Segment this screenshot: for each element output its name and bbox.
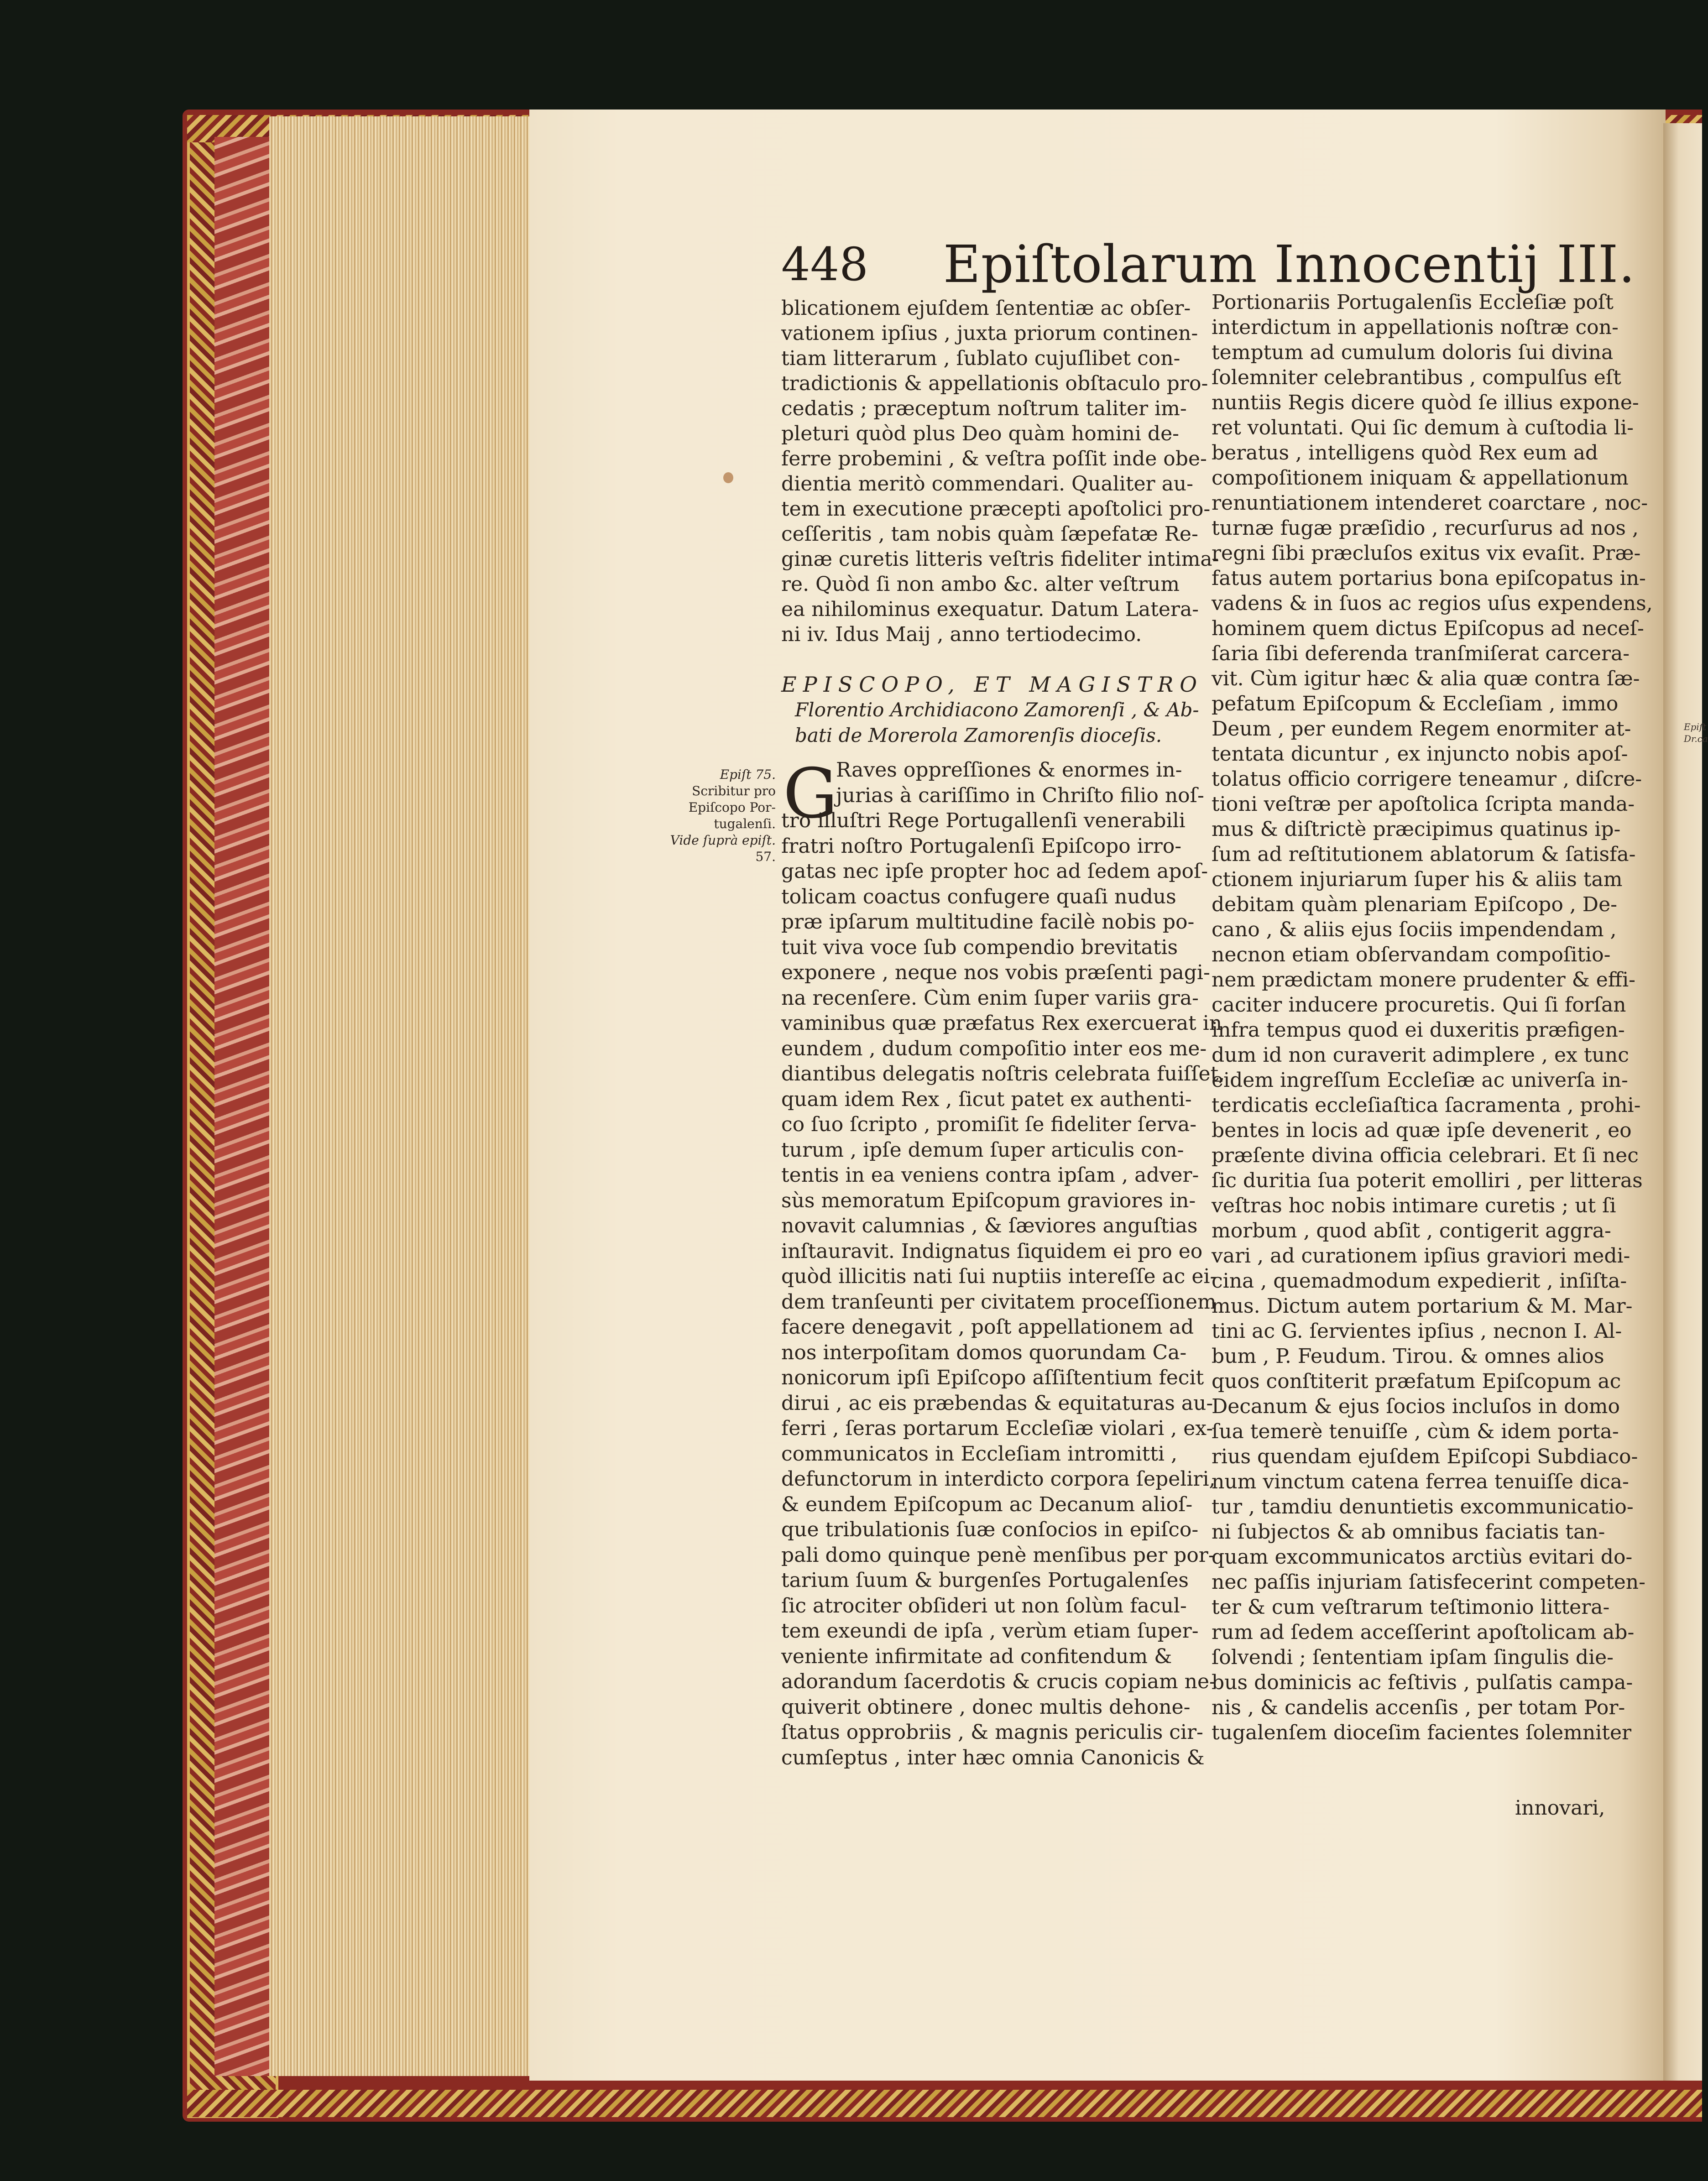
- text-line: bentes in locis ad quæ ipſe devenerit , eo: [1212, 1119, 1632, 1142]
- text-line: novavit calumnias , & ſæviores anguſtias: [781, 1214, 1198, 1237]
- text-line: tugalenſem dioceſim facientes ſolemniter: [1212, 1721, 1632, 1744]
- text-line: ſic duritia ſua poterit emolliri , per litteras: [1212, 1169, 1643, 1192]
- text-line: tem exeundi de ipſa , verùm etiam ſuper-: [781, 1619, 1199, 1643]
- text-line: tem in executione præcepti apoſtolici pro-: [781, 497, 1211, 521]
- right-column: [1212, 290, 1653, 1745]
- text-line: ſua temerè tenuiſſe , cùm & idem porta-: [1212, 1420, 1619, 1443]
- text-line: Decanum & ejus ſocios incluſos in domo: [1212, 1395, 1620, 1418]
- text-line: ſaria ſibi deferenda tranſmiſerat carcera-: [1212, 642, 1630, 665]
- running-title: Epiſtolarum Innocentij III.: [943, 235, 1635, 294]
- text-line: ni iv. Idus Maij , anno tertiodecimo.: [781, 623, 1142, 646]
- text-line: nonicorum ipſi Epiſcopo aſſiſtentium fecit: [781, 1366, 1204, 1389]
- text-line: Raves oppreſſiones & enormes in-: [836, 758, 1182, 782]
- text-line: quos conſtiterit præfatum Epiſcopum ac: [1212, 1370, 1621, 1393]
- text-line: vadens & in ſuos ac regios uſus expendens,: [1212, 592, 1653, 615]
- text-line: rum ad ſedem acceſſerint apoſtolicam ab-: [1212, 1621, 1635, 1644]
- text-line: pali domo quinque penè menſibus per por-: [781, 1543, 1215, 1567]
- text-line: defunctorum in interdicto corpora ſepeliri,: [781, 1467, 1216, 1491]
- text-line: præ ipſarum multitudine facilè nobis po-: [781, 910, 1195, 934]
- text-line: turnæ fugæ præſidio , recurſurus ad nos ,: [1212, 517, 1639, 540]
- margin-note-line: 57.: [755, 849, 776, 864]
- text-line: eundem , dudum compoſitio inter eos me-: [781, 1037, 1207, 1060]
- text-line: inſtauravit. Indignatus ſiquidem ei pro eo: [781, 1239, 1203, 1263]
- margin-note-line: Vide ſuprà epiſt.: [670, 833, 776, 848]
- text-line: regni ſibi præcluſos exitus vix evaſit. Præ-: [1212, 542, 1641, 565]
- text-line: nos interpoſitam domos quorundam Ca-: [781, 1341, 1187, 1364]
- text-line: diantibus delegatis noſtris celebrata fuiſſet,: [781, 1062, 1225, 1085]
- text-line: fatus autem portarius bona epiſcopatus in-: [1212, 567, 1646, 590]
- catchword: innovari,: [1515, 1796, 1605, 1820]
- text-line: mus & diſtrictè præcipimus quatinus ip-: [1212, 818, 1621, 841]
- text-line: num vinctum catena ferrea tenuiſſe dica-: [1212, 1470, 1629, 1493]
- page-stack-edge: [269, 116, 531, 2076]
- text-line: Portionariis Portugalenſis Eccleſiæ poſt: [1212, 291, 1614, 314]
- text-line: nec paſſis injuriam ſatisfecerint competen-: [1212, 1571, 1646, 1594]
- text-line: ſum ad reſtitutionem ablatorum & ſatisfa-: [1212, 843, 1636, 866]
- text-line: tarium ſuum & burgenſes Portugalenſes: [781, 1569, 1189, 1592]
- letter-heading-title: EPISCOPO, ET MAGISTRO: [781, 672, 1203, 697]
- text-line: dientia meritò commendari. Qualiter au-: [781, 472, 1194, 496]
- next-margin-line: Dr.ca: [1684, 733, 1708, 744]
- text-line: re. Quòd ſi non ambo &c. alter veſtrum: [781, 573, 1180, 596]
- text-line: ter & cum veſtrarum teſtimonio littera-: [1212, 1596, 1610, 1619]
- marbled-endpaper: [214, 137, 274, 2076]
- text-line: compoſitionem iniquam & appellationum: [1212, 466, 1629, 490]
- gilt-border-bottom: [187, 2090, 1702, 2117]
- letter-heading-line: bati de Morerola Zamorenſis dioceſis.: [795, 724, 1162, 746]
- text-line: bus dominicis ac feſtivis , pulſatis campa-: [1212, 1671, 1633, 1694]
- text-line: cano , & aliis ejus ſociis impendendam ,: [1212, 918, 1617, 941]
- text-line: tuit viva voce ſub compendio brevitatis: [781, 935, 1178, 959]
- text-line: necnon etiam obſervandam compoſitio-: [1212, 943, 1611, 966]
- text-line: tur , tamdiu denuntietis excommunicatio-: [1212, 1495, 1634, 1518]
- margin-note: [666, 767, 776, 865]
- text-line: & eundem Epiſcopum ac Decanum alioſ-: [781, 1492, 1193, 1516]
- text-line: interdictum in appellationis noſtræ con-: [1212, 316, 1619, 339]
- text-line: pefatum Epiſcopum & Eccleſiam , immo: [1212, 692, 1619, 715]
- text-line: caciter inducere procuretis. Qui ſi forſan: [1212, 993, 1626, 1017]
- text-line: co ſuo ſcripto , promiſit ſe fideliter ſerva-: [781, 1113, 1197, 1136]
- text-line: quiverit obtinere , donec multis dehone-: [781, 1695, 1191, 1719]
- text-line: vit. Cùm igitur hæc & alia quæ contra ſæ-: [1212, 667, 1640, 690]
- text-line: quòd illicitis nati ſui nuptiis intereſſe ac ei-: [781, 1265, 1217, 1288]
- text-line: ginæ curetis litteris veſtris fideliter intima-: [781, 548, 1219, 571]
- text-line: dem tranſeunti per civitatem proceſſionem: [781, 1290, 1217, 1314]
- text-line: tiam litterarum , ſublato cujuſlibet con-: [781, 347, 1180, 370]
- next-page-edge: [1663, 123, 1708, 2081]
- text-line: jurias à cariſſimo in Chriſto filio noſ-: [836, 783, 1204, 807]
- text-line: beratus , intelligens quòd Rex eum ad: [1212, 441, 1598, 464]
- margin-note-line: Scribitur pro: [692, 783, 776, 798]
- next-margin-line: Epiſt: [1684, 721, 1707, 732]
- text-line: que tribulationis ſuæ conſocios in epiſco-: [781, 1518, 1199, 1541]
- text-line: ſic atrociter obſideri ut non ſolùm facul-: [781, 1594, 1187, 1617]
- text-line: cumſeptus , inter hæc omnia Canonicis &: [781, 1746, 1205, 1769]
- text-line: terdicatis eccleſiaſtica ſacramenta , prohi-: [1212, 1094, 1641, 1117]
- text-line: tro illuſtri Rege Portugallenſi venerabili: [781, 809, 1186, 832]
- text-line: temptum ad cumulum doloris ſui divina: [1212, 341, 1614, 364]
- margin-note-line: tugalenſi.: [714, 816, 776, 831]
- text-line: tentis in ea veniens contra ipſam , adver-: [781, 1164, 1199, 1187]
- text-line: tentata dicuntur , ex injuncto nobis apoſ-: [1212, 742, 1628, 766]
- text-line: Deum , per eundem Regem enormiter at-: [1212, 717, 1631, 741]
- text-line: ceſſeritis , tam nobis quàm ſæpefatæ Re-: [781, 522, 1198, 546]
- letter-heading-line: Florentio Archidiacono Zamorenſi , & Ab-: [795, 699, 1199, 721]
- text-line: cina , quemadmodum expedierit , inſiſta-: [1212, 1269, 1627, 1293]
- text-line: ctionem injuriarum ſuper his & aliis tam: [1212, 868, 1623, 891]
- text-line: ferre probemini , & veſtra poſſit inde obe-: [781, 447, 1207, 470]
- text-line: ferri , ſeras portarum Eccleſiæ violari , ex-: [781, 1417, 1213, 1440]
- text-line: sùs memoratum Epiſcopum graviores in-: [781, 1189, 1196, 1212]
- text-line: tolatus officio corrigere teneamur , diſcre-: [1212, 767, 1642, 791]
- text-line: nem prædictam monere prudenter & effi-: [1212, 968, 1636, 991]
- text-line: communicatos in Eccleſiam intromitti ,: [781, 1442, 1177, 1466]
- text-line: ſtatus opprobriis , & magnis periculis cir-: [781, 1721, 1203, 1744]
- text-line: pleturi quòd plus Deo quàm homini de-: [781, 422, 1180, 445]
- left-column-body: [781, 754, 1225, 1770]
- text-line: gatas nec ipſe propter hoc ad ſedem apoſ-: [781, 860, 1208, 883]
- text-line: quam excommunicatos arctiùs evitari do-: [1212, 1545, 1633, 1569]
- drop-cap: G: [783, 754, 838, 834]
- text-line: blicationem ejuſdem ſententiæ ac obſer-: [781, 297, 1191, 320]
- text-line: veniente infirmitate ad confitendum &: [781, 1644, 1172, 1668]
- text-line: ſolvendi ; ſententiam ipſam ſingulis die-: [1212, 1646, 1614, 1669]
- text-line: vationem ipſius , juxta priorum continen-: [781, 322, 1198, 345]
- text-line: tolicam coactus confugere quaſi nudus: [781, 885, 1176, 908]
- text-line: morbum , quod abſit , contigerit aggra-: [1212, 1219, 1611, 1242]
- margin-note-line: Epiſcopo Por-: [688, 800, 776, 815]
- text-line: rius quendam ejuſdem Epiſcopi Subdiaco-: [1212, 1445, 1638, 1468]
- text-line: mus. Dictum autem portarium & M. Mar-: [1212, 1294, 1633, 1318]
- text-line: eidem ingreſſum Eccleſiæ ac univerſa in-: [1212, 1069, 1628, 1092]
- text-line: dirui , ac eis præbendas & equitaturas au-: [781, 1391, 1213, 1415]
- letter-heading: [781, 672, 1203, 748]
- text-line: nuntiis Regis dicere quòd ſe illius expone-: [1212, 391, 1639, 414]
- next-page-margin-note: [1684, 721, 1708, 745]
- margin-note-line: Epiſt 75.: [720, 767, 776, 782]
- text-line: renuntiationem intenderet coarctare , noc-: [1212, 491, 1648, 515]
- text-line: adorandum ſacerdotis & crucis copiam ne-: [781, 1670, 1216, 1693]
- text-line: ret voluntati. Qui ſic demum à cuſtodia li-: [1212, 416, 1634, 439]
- text-line: fratri noſtro Portugalenſi Epiſcopo irro-: [781, 834, 1182, 858]
- text-line: exponere , neque nos vobis præſenti pagi-: [781, 961, 1210, 984]
- text-line: veſtras hoc nobis intimare curetis ; ut ſi: [1212, 1194, 1616, 1217]
- text-line: bum , P. Feudum. Tirou. & omnes alios: [1212, 1345, 1604, 1368]
- text-line: tioni veſtræ per apoſtolica ſcripta manda-: [1212, 793, 1635, 816]
- text-line: hominem quem dictus Epiſcopus ad neceſ-: [1212, 617, 1644, 640]
- text-line: infra tempus quod ei duxeritis præfigen-: [1212, 1018, 1625, 1042]
- text-line: præſente divina officia celebrari. Et ſi nec: [1212, 1144, 1639, 1167]
- text-line: ſolemniter celebrantibus , compulſus eſt: [1212, 366, 1621, 389]
- foxing-spot: [723, 472, 733, 483]
- text-line: debitam quàm plenariam Epiſcopo , De-: [1212, 893, 1617, 916]
- text-line: vaminibus quæ præfatus Rex exercuerat in: [781, 1012, 1222, 1035]
- text-line: cedatis ; præceptum noſtrum taliter im-: [781, 397, 1187, 420]
- text-line: ni ſubjectos & ab omnibus faciatis tan-: [1212, 1520, 1605, 1544]
- text-line: facere denegavit , poſt appellationem ad: [781, 1315, 1194, 1339]
- text-line: tini ac G. ſervientes ipſius , necnon I. Al-: [1212, 1320, 1622, 1343]
- text-line: vari , ad curationem ipſius graviori medi-: [1212, 1244, 1630, 1268]
- text-line: turum , ipſe demum ſuper articulis con-: [781, 1138, 1184, 1162]
- text-line: tradictionis & appellationis obſtaculo pro-: [781, 372, 1208, 395]
- text-line: nis , & candelis accenſis , per totam Por-: [1212, 1696, 1625, 1719]
- text-line: dum id non curaverit adimplere , ex tunc: [1212, 1044, 1629, 1067]
- text-line: ea nihilominus exequatur. Datum Latera-: [781, 598, 1199, 621]
- left-column-top: [781, 296, 1219, 647]
- page-number: 448: [781, 238, 868, 291]
- text-line: quam idem Rex , ſicut patet ex authenti-: [781, 1087, 1192, 1111]
- text-line: na recenſere. Cùm enim ſuper variis gra-: [781, 986, 1199, 1010]
